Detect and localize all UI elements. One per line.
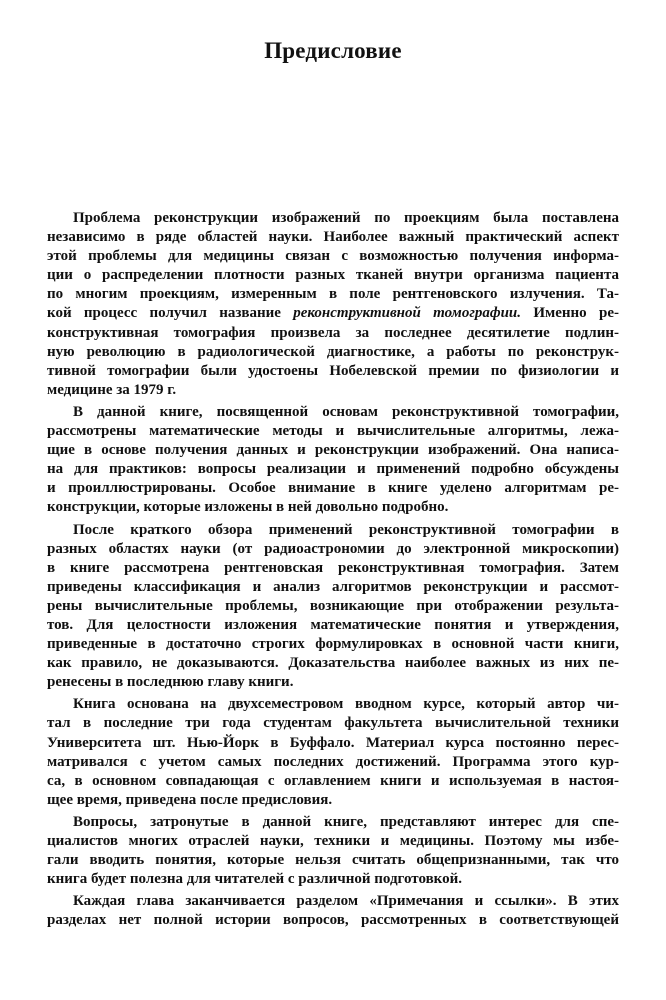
paragraph-3 <box>47 521 619 693</box>
text-line: в книге рассмотрена рентгеновская реконструктивная томография. Затем <box>47 559 619 576</box>
text-line: рены вычислительные проблемы, возникающие при отображении результа- <box>47 597 619 614</box>
paragraph-6 <box>47 892 619 930</box>
text-line: матривался с учетом самых последних достижений. Программа этого кур- <box>47 753 619 770</box>
text-line: разных областях науки (от радиоастрономии до электронной микроскопии) <box>47 540 619 557</box>
text-line: са, в основном совпадающая с оглавлением книги и используемая в настоя- <box>47 772 619 789</box>
text-line: После краткого обзора применений реконструктивной томографии в <box>73 521 619 538</box>
text-line: тов. Для целостности изложения математические понятия и утверждения, <box>47 616 619 633</box>
page-title: Предисловие <box>264 38 402 63</box>
text-line: тал в последние три года студентам факультета вычислительной техники <box>47 715 619 732</box>
text-line: разделах нет полной истории вопросов, рассмотренных в соответствующей <box>47 912 619 929</box>
text-line: на для практиков: вопросы реализации и применений подробно обсуждены <box>47 461 619 478</box>
text-line: Университета шт. Нью-Йорк в Буффало. Материал курса постоянно перес- <box>47 734 619 751</box>
text-line: по многим проекциям, измеренным в поле рентгеновского излучения. Та- <box>47 286 619 303</box>
text-line: гали вводить понятия, которые нельзя считать общепризнанными, так что <box>47 852 619 869</box>
text-segment: кой процесс получил название <box>47 305 294 322</box>
text-line: тивной томографии были удостоены Нобелевской премии по физиологии и <box>47 362 619 379</box>
text-line: медицине за 1979 г. <box>47 381 177 398</box>
text-line: щее время, приведена после предисловия. <box>47 791 333 808</box>
text-line: конструктивная томография произвела за последнее десятилетие подлин- <box>47 324 619 341</box>
paragraph-5 <box>47 813 619 889</box>
text-line: Проблема реконструкции изображений по проекциям была поставлена <box>73 210 619 226</box>
text-line: независимо в ряде областей науки. Наиболее важный практический аспект <box>47 229 619 246</box>
text-line: Вопросы, затронутые в данной книге, представляют интерес для спе- <box>73 813 619 830</box>
text-line: Книга основана на двухсеместровом вводном курсе, который автор чи- <box>73 696 619 713</box>
body-text <box>47 209 619 930</box>
text-line: циалистов многих отраслей науки, техники и медицины. Поэтому мы избе- <box>47 833 619 849</box>
text-line: этой проблемы для медицины связан с возможностью получения информа- <box>47 248 619 265</box>
text-line: ную революцию в радиологической диагностике, а работы по реконструк- <box>47 343 619 360</box>
text-line: Каждая глава заканчивается разделом «Примечания и ссылки». В этих <box>73 893 619 910</box>
paragraph-1 <box>47 209 619 400</box>
text-line: щие в основе получения данных и реконструкции изображений. Она написа- <box>47 442 619 459</box>
text-segment: Именно ре- <box>521 305 619 322</box>
text-line: книга будет полезна для читателей с различной подготовкой. <box>47 871 463 888</box>
paragraph-4 <box>47 695 619 810</box>
text-line: как правило, не доказываются. Доказательства наиболее важных из них пе- <box>47 655 619 672</box>
text-line-with-term <box>47 304 619 323</box>
text-line: В данной книге, посвященной основам реконструктивной томографии, <box>73 403 619 420</box>
text-line: ренесены в последнюю главу книги. <box>47 674 294 691</box>
text-line: приведены классификация и анализ алгоритмов реконструкции и рассмот- <box>47 578 619 595</box>
text-line: приведенные в достаточно строгих формулировках в основной части книги, <box>47 636 619 653</box>
text-line: рассмотрены математические методы и вычислительные алгоритмы, лежа- <box>47 423 619 440</box>
text-line: и проиллюстрированы. Особое внимание в книге уделено алгоритмам ре- <box>47 480 619 497</box>
text-line: конструкции, которые изложены в ней довольно подробно. <box>47 499 449 516</box>
italic-term: реконструктивной томографии. <box>293 305 522 322</box>
text-line: ции о распределении плотности разных тканей внутри организма пациента <box>47 267 619 284</box>
paragraph-2 <box>47 403 619 518</box>
